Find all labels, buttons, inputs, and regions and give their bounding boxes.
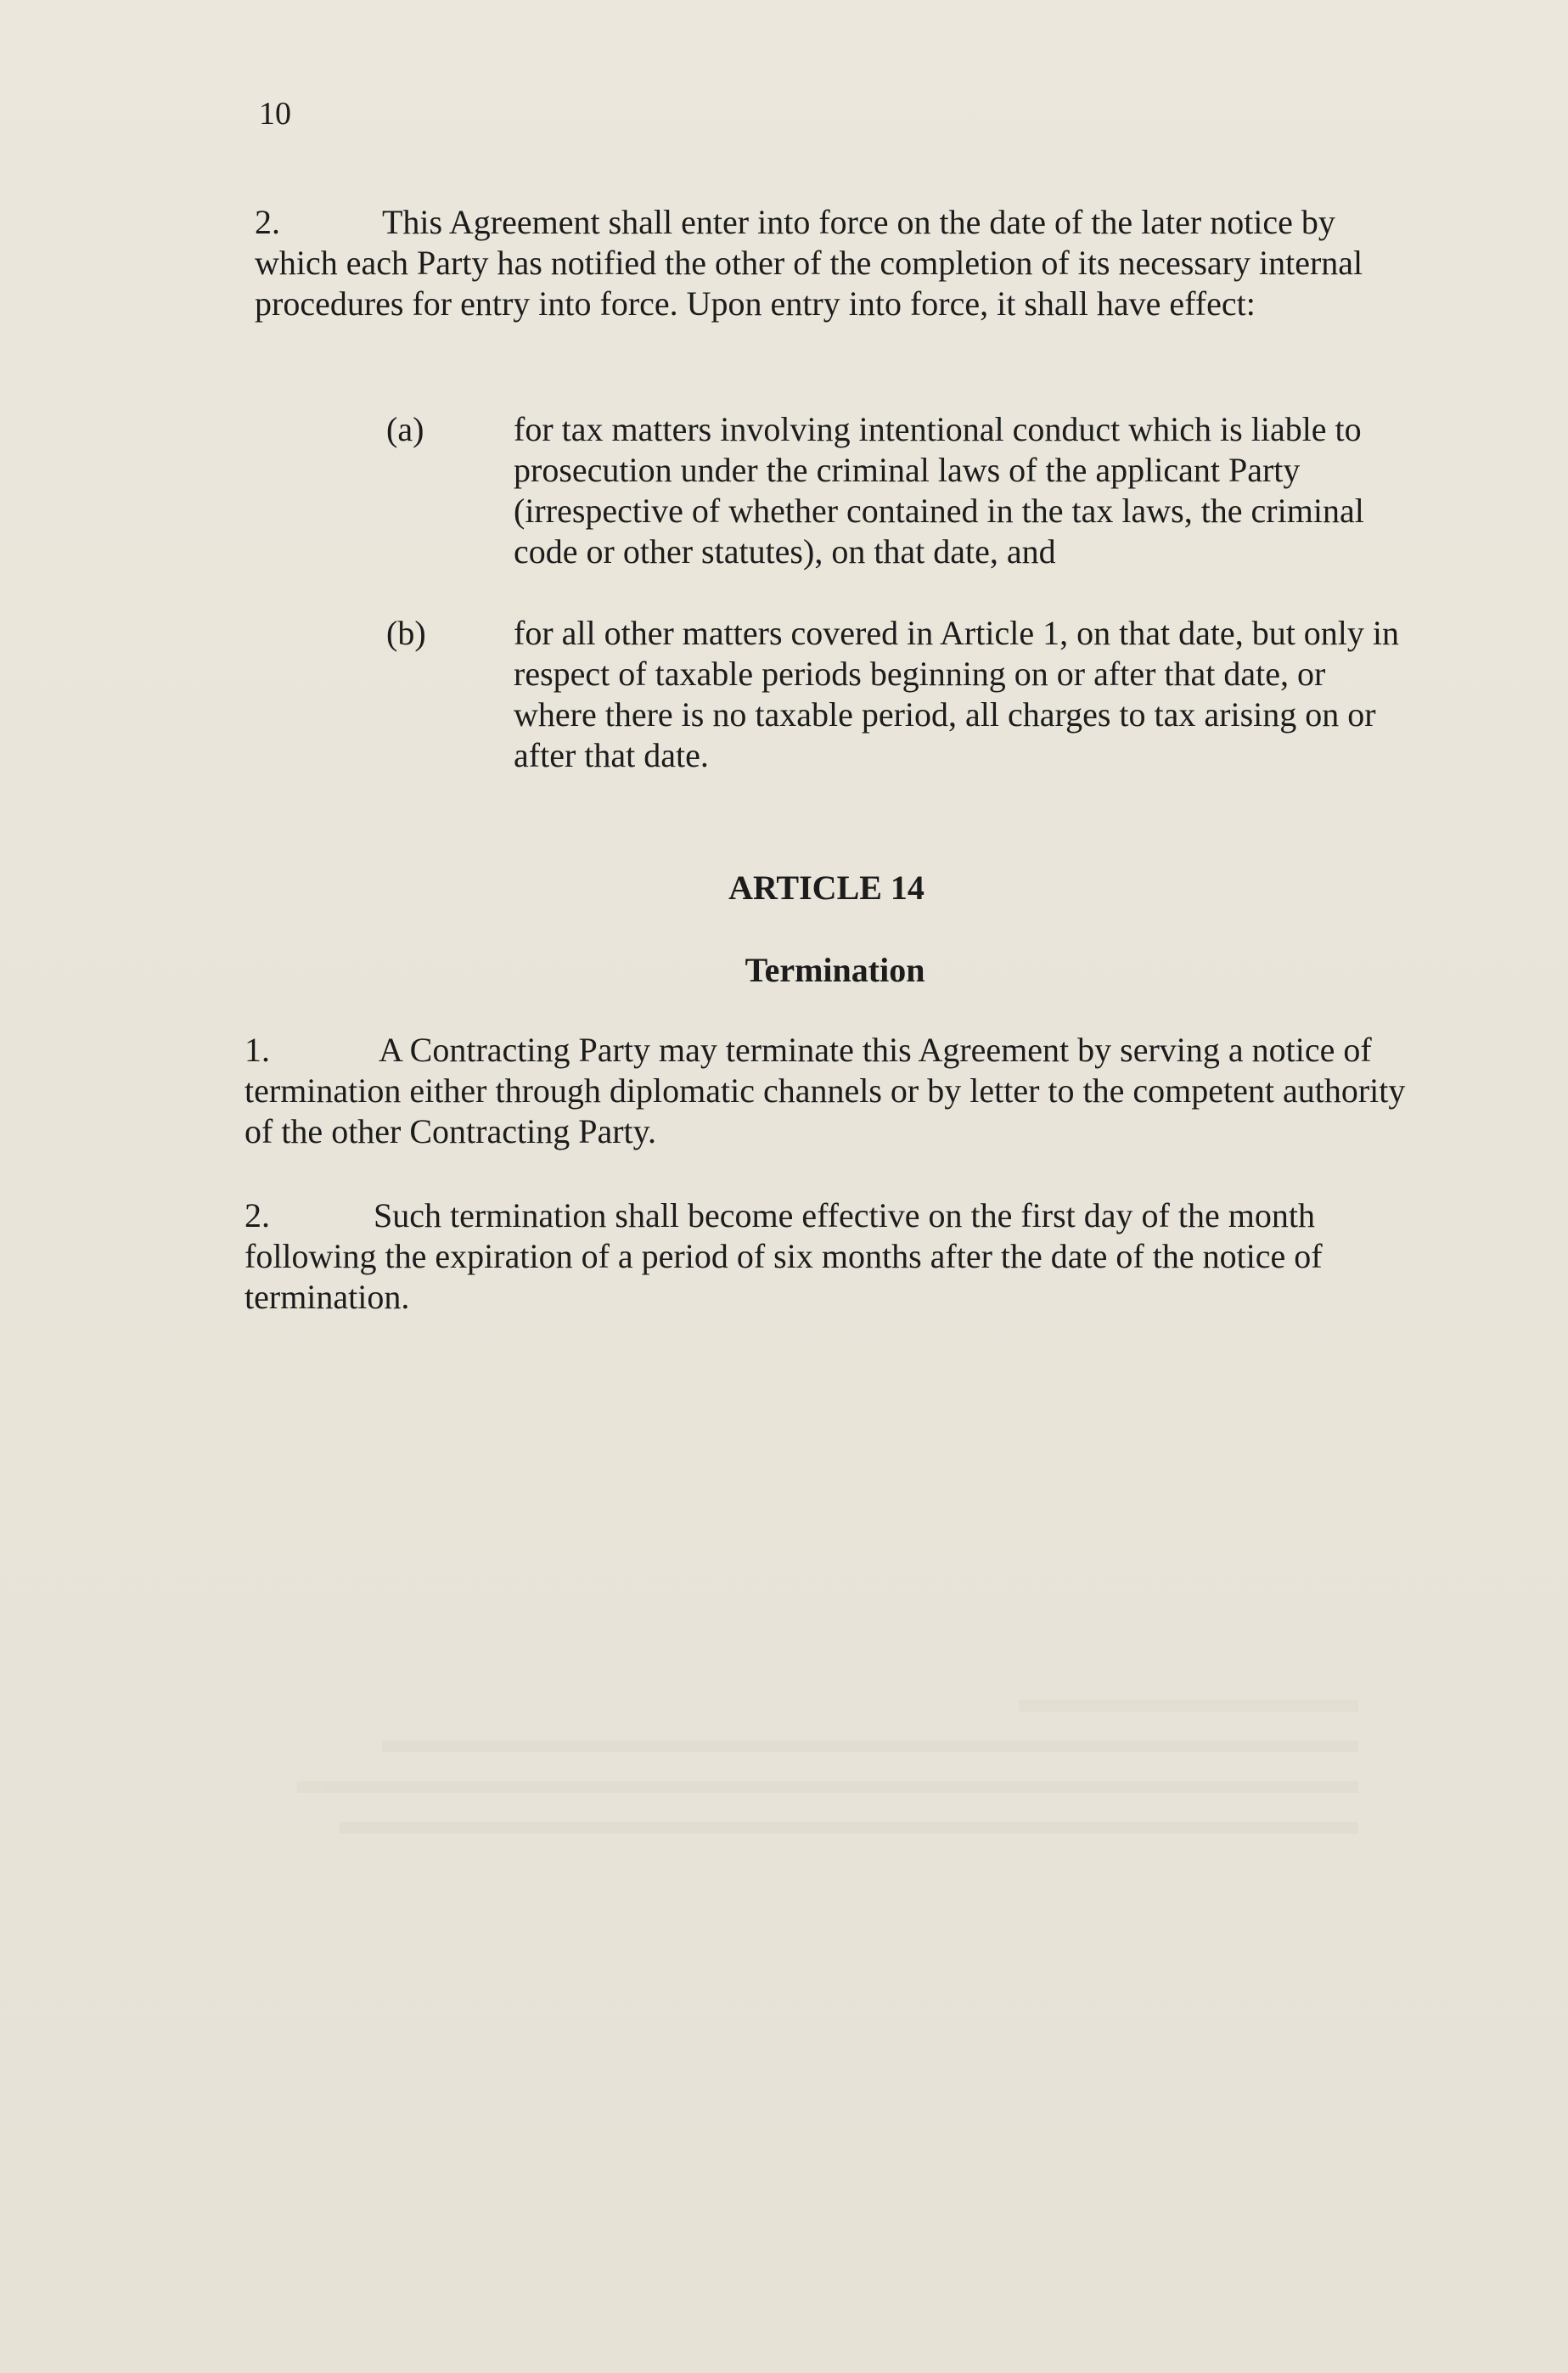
article-title: ARTICLE 14 bbox=[728, 869, 925, 907]
subitem-text: for tax matters involving intentional conduct which is liable to prosecution under the criminal laws of the applicant Party (irrespective of whether contained in the tax laws, the criminal code or other statutes), on that date, and bbox=[514, 410, 1364, 571]
paragraph-text: A Contracting Party may terminate this Agreement by serving a notice of termination either through diplomatic channels or by letter to the competent authority of the other Contracting Party. bbox=[244, 1031, 1406, 1150]
reverse-side-bleed bbox=[255, 1613, 1358, 1834]
entry-into-force-paragraph bbox=[255, 202, 1413, 324]
subitem-label: (b) bbox=[386, 614, 426, 652]
subitem-text: for all other matters covered in Article 1, on that date, but only in respect of taxable periods beginning on or after that date, or where there is no taxable period, all charges to tax arising on or after that date. bbox=[514, 614, 1400, 774]
paragraph-number: 2. bbox=[255, 203, 280, 241]
termination-paragraph-1 bbox=[244, 1030, 1416, 1152]
termination-paragraph-2 bbox=[244, 1195, 1416, 1318]
paragraph-number: 2. bbox=[244, 1196, 270, 1234]
subitem-a bbox=[386, 409, 1422, 572]
article-subtitle: Termination bbox=[745, 951, 925, 989]
paragraph-text: Such termination shall become effective on the first day of the month following the expiration of a period of six months after the date of the notice of termination. bbox=[244, 1196, 1323, 1316]
page-number: 10 bbox=[259, 96, 291, 132]
paragraph-number: 1. bbox=[244, 1031, 270, 1069]
subitem-b bbox=[386, 613, 1422, 776]
subitem-label: (a) bbox=[386, 410, 424, 448]
paragraph-text: This Agreement shall enter into force on the date of the later notice by which each Party has notified the other of the completion of its necessary internal procedures for entry into force. Upon entry into force, it shall have effect: bbox=[255, 203, 1363, 323]
